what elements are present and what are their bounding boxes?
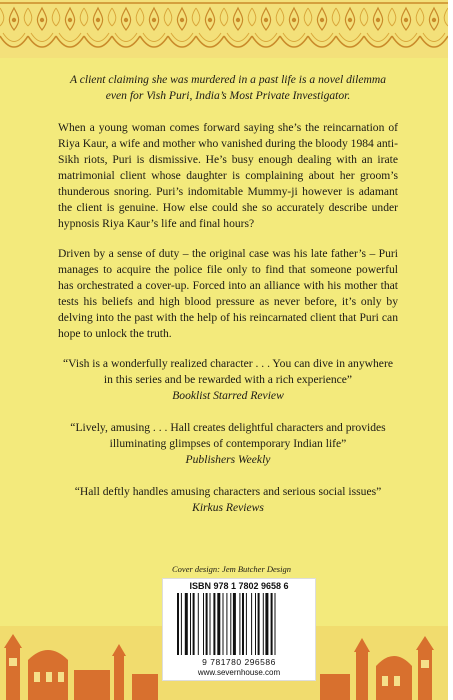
quote-text: “Vish is a wonderfully realized character . . . You can dive in anywhere in this series and be rewarded with a rich experience”: [63, 357, 393, 386]
review-quote-2: [58, 420, 398, 468]
paragraph-1: When a young woman comes forward saying she’s the reincarnation of Riya Kaur, a wife and mother who vanished during the bloody 1984 anti-Sikh riots, Puri is dismissive. He’s busy enough dealing with an irate matrimonial client whose daughter is complaining about her groom’s thunderous snoring. Puri’s indomitable Mummy-ji however is adamant the client is genuine. How else could she so accurately describe under hypnosis Riya Kaur’s life and final hours?: [58, 121, 398, 230]
publisher-website: www.severnhouse.com: [197, 668, 281, 677]
paragraph-2: Driven by a sense of duty – the original case was his late father’s – Puri manages to acquire the police file only to find that someone powerful has orchestrated a cover-up. Forced into an alliance with his mother that tests his beliefs and high blood pressure as never before, it’s only by delving into the past with the help of his reincarnated client that Puri can hope to unlock the truth.: [58, 247, 398, 340]
decorative-top-border: [0, 0, 448, 58]
review-quote-1: [58, 356, 398, 404]
quote-source: Kirkus Reviews: [192, 501, 264, 514]
barcode-number: 9 781780 296586: [202, 657, 276, 667]
quote-source: Publishers Weekly: [185, 453, 271, 466]
blurb: [58, 72, 398, 532]
quote-text: “Hall deftly handles amusing characters and serious social issues”: [74, 485, 382, 498]
lead-text: A client claiming she was murdered in a past life is a novel dilemma even for Vish Puri, India’s Most Private Investigator.: [69, 73, 387, 102]
quote-source: Booklist Starred Review: [172, 389, 284, 402]
cover-credit: Cover design: Jem Butcher Design: [172, 564, 291, 574]
barcode-icon: [177, 593, 303, 655]
isbn-label: ISBN 978 1 7802 9658 6: [189, 581, 289, 591]
quote-text: “Lively, amusing . . . Hall creates delightful characters and provides illuminating glimpses of contemporary Indian life”: [70, 421, 386, 450]
review-quote-3: [58, 484, 398, 516]
isbn-barcode-panel: [162, 578, 316, 681]
